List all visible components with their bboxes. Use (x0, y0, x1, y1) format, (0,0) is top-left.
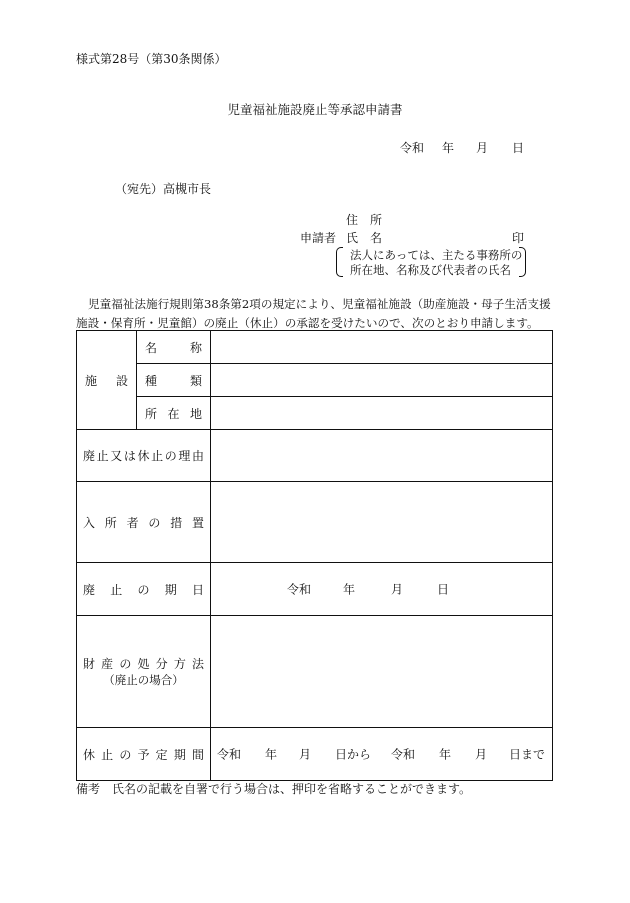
suspension-field[interactable] (211, 728, 553, 781)
bracket-left (336, 247, 343, 277)
suspension-month-from: 月 (299, 747, 312, 762)
address-label: 住 所 (346, 213, 383, 227)
applicant-block (300, 211, 530, 281)
closing-day: 日 (437, 582, 450, 597)
suspension-era-to: 令和 (391, 747, 416, 762)
property-label: 財産の処分方法 (83, 657, 204, 671)
intro-paragraph: 児童福祉法施行規則第38条第2項の規定により、児童福祉施設（助産施設・母子生活支援施設・保育所・児童館）の廃止（休止）の承認を受けたいので、次のとおり申請します。 (76, 297, 551, 330)
date-day: 日 (512, 141, 525, 155)
property-field[interactable] (211, 616, 553, 728)
form-number: 様式第28号（第30条関係） (76, 52, 227, 66)
seal-mark: 印 (512, 231, 525, 245)
note-line-1: 法人にあっては、主たる事務所の (350, 248, 523, 262)
facility-location-label: 所在地 (137, 397, 211, 430)
note-line-2: 所在地、名称及び代表者の氏名 (350, 263, 511, 277)
date-month: 月 (476, 141, 489, 155)
facility-label: 施設 (77, 331, 137, 430)
application-table (76, 330, 553, 781)
closing-month: 月 (391, 582, 404, 597)
addressee: （宛先）高槻市長 (115, 182, 212, 196)
suspension-year-from: 年 (265, 747, 278, 762)
closing-era: 令和 (287, 582, 312, 597)
facility-name-label: 名称 (137, 331, 211, 364)
suspension-day-from: 日から (335, 747, 372, 762)
facility-name-field[interactable] (211, 331, 553, 364)
bracket-right (519, 247, 526, 277)
residents-field[interactable] (211, 482, 553, 563)
suspension-month-to: 月 (475, 747, 488, 762)
reason-label: 廃止又は休止の理由 (77, 430, 211, 482)
date-era: 令和 (400, 141, 425, 155)
form-title: 児童福祉施設廃止等承認申請書 (227, 102, 403, 117)
closing-year: 年 (343, 582, 356, 597)
facility-location-field[interactable] (211, 397, 553, 430)
residents-label: 入所者の措置 (77, 482, 211, 563)
property-label-cell (77, 616, 211, 728)
closing-date-label: 廃止の期日 (77, 563, 211, 616)
suspension-year-to: 年 (439, 747, 452, 762)
closing-date-field[interactable] (211, 563, 553, 616)
name-label: 氏 名 (346, 231, 383, 245)
remark: 備考 氏名の記載を自署で行う場合は、押印を省略することができます。 (76, 782, 472, 796)
facility-type-label: 種類 (137, 364, 211, 397)
applicant-role: 申請者 (300, 231, 337, 245)
reason-field[interactable] (211, 430, 553, 482)
corporate-note (336, 247, 526, 277)
property-sub-label: （廃止の場合） (103, 673, 184, 687)
facility-type-field[interactable] (211, 364, 553, 397)
suspension-day-to: 日まで (509, 747, 546, 762)
suspension-era-from: 令和 (217, 747, 242, 762)
date-year: 年 (442, 141, 455, 155)
suspension-label: 休止の予定期間 (77, 728, 211, 781)
